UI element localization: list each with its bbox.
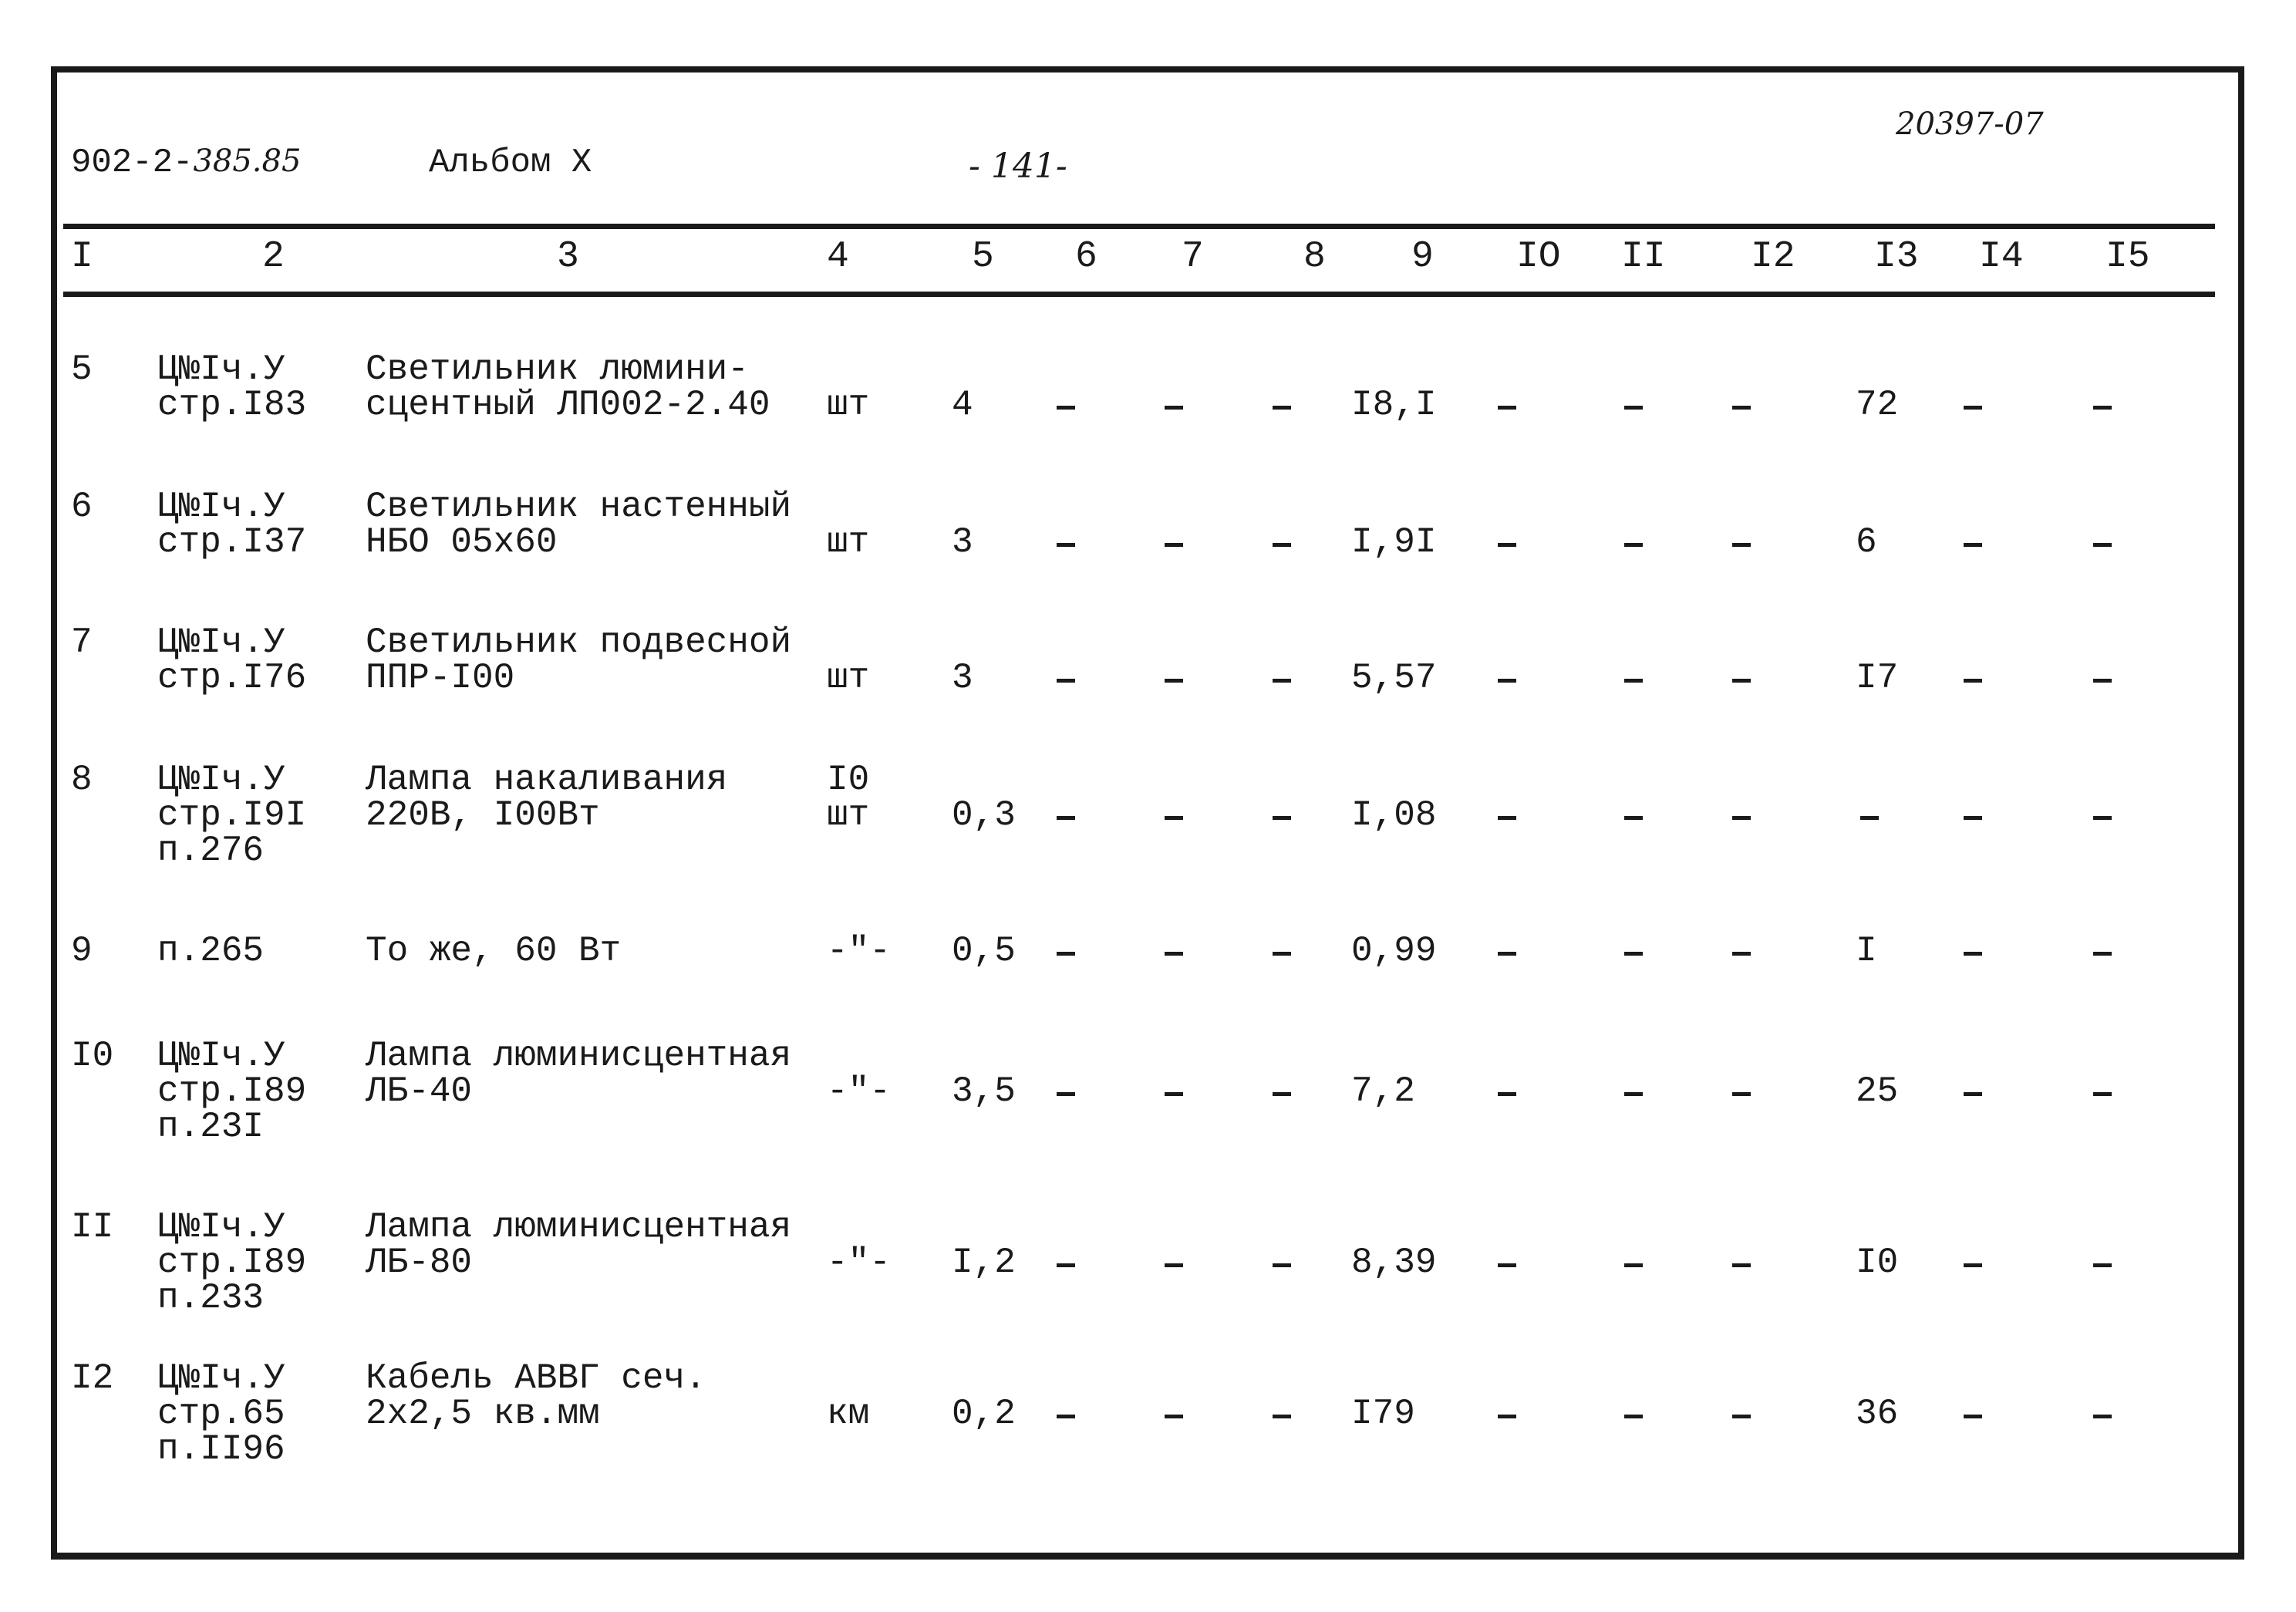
- reference-line: Ц№Iч.У: [157, 1207, 285, 1247]
- empty-value-dash: [1624, 1092, 1643, 1096]
- col13-value: I: [1856, 931, 1877, 971]
- quantity-value: 3: [952, 522, 973, 562]
- item-name-line: Кабель АВВГ сеч.: [366, 1358, 706, 1398]
- empty-value-dash: [1165, 816, 1183, 820]
- empty-value-dash: [1964, 816, 1982, 820]
- empty-value-dash: [1057, 1263, 1075, 1267]
- reference-line: п.23I: [157, 1107, 265, 1147]
- empty-value-dash: [1273, 1263, 1291, 1267]
- item-name-line: Лампа люминисцентная: [366, 1207, 792, 1247]
- item-name-line: ППР-I00: [366, 658, 515, 698]
- column-number: 3: [557, 236, 579, 278]
- empty-value-dash: [1732, 543, 1751, 547]
- col9-value: 8,39: [1351, 1243, 1437, 1283]
- empty-value-dash: [1165, 952, 1183, 956]
- empty-value-dash: [1273, 816, 1291, 820]
- column-number: I5: [2106, 236, 2150, 278]
- reference-line: п.265: [157, 931, 265, 971]
- empty-value-dash: [1732, 679, 1751, 683]
- column-number: 8: [1303, 236, 1326, 278]
- empty-value-dash: [2093, 952, 2112, 956]
- row-number: I0: [71, 1036, 114, 1076]
- empty-value-dash: [1273, 952, 1291, 956]
- empty-value-dash: [1964, 406, 1982, 410]
- empty-value-dash: [1732, 1092, 1751, 1096]
- header-rule-top: [63, 224, 2215, 229]
- reference-line: Ц№Iч.У: [157, 622, 285, 663]
- column-number: 7: [1182, 236, 1204, 278]
- empty-value-dash: [1624, 952, 1643, 956]
- empty-value-dash: [1964, 679, 1982, 683]
- empty-value-dash: [1498, 543, 1516, 547]
- column-number: 6: [1075, 236, 1097, 278]
- empty-value-dash: [1624, 816, 1643, 820]
- quantity-value: 3,5: [952, 1071, 1016, 1111]
- column-number: II: [1621, 236, 1666, 278]
- unit-line: шт: [827, 658, 870, 698]
- empty-value-dash: [1732, 1263, 1751, 1267]
- document-code-printed: 902-2-: [71, 143, 194, 182]
- col13-value: 36: [1856, 1394, 1899, 1434]
- reference-line: Ц№Iч.У: [157, 1036, 285, 1076]
- empty-value-dash: [2093, 1415, 2112, 1418]
- column-number: 4: [827, 236, 849, 278]
- quantity-value: 4: [952, 385, 973, 425]
- empty-value-dash: [1273, 543, 1291, 547]
- empty-value-dash: [1964, 543, 1982, 547]
- empty-value-dash: [1057, 952, 1075, 956]
- quantity-value: 0,3: [952, 795, 1016, 835]
- empty-value-dash: [1057, 816, 1075, 820]
- item-name-line: Лампа люминисцентная: [366, 1036, 792, 1076]
- row-number: 8: [71, 760, 93, 800]
- quantity-value: I,2: [952, 1243, 1016, 1283]
- empty-value-dash: [2093, 816, 2112, 820]
- reference-line: Ц№Iч.У: [157, 349, 285, 390]
- item-name-line: сцентный ЛП002-2.40: [366, 385, 770, 425]
- empty-value-dash: [1498, 406, 1516, 410]
- col13-value: 25: [1856, 1071, 1899, 1111]
- empty-value-dash: [2093, 679, 2112, 683]
- row-number: 6: [71, 487, 93, 527]
- empty-value-dash: [1732, 952, 1751, 956]
- column-number: I3: [1874, 236, 1919, 278]
- reference-line: стр.I89: [157, 1243, 307, 1283]
- empty-value-dash: [1498, 679, 1516, 683]
- empty-value-dash: [1165, 1092, 1183, 1096]
- col13-value: 6: [1856, 522, 1877, 562]
- reference-line: стр.I76: [157, 658, 307, 698]
- item-name-line: 220В, I00Вт: [366, 795, 600, 835]
- reference-line: п.233: [157, 1278, 265, 1318]
- column-number: IO: [1516, 236, 1561, 278]
- empty-value-dash: [1498, 1263, 1516, 1267]
- empty-value-dash: [1498, 952, 1516, 956]
- empty-value-dash: [2093, 1263, 2112, 1267]
- column-number: I: [71, 236, 93, 278]
- column-number: I4: [1979, 236, 2024, 278]
- unit-line: I0: [827, 760, 870, 800]
- row-number: 7: [71, 622, 93, 663]
- unit-line: шт: [827, 795, 870, 835]
- col9-value: 7,2: [1351, 1071, 1415, 1111]
- empty-value-dash: [1732, 816, 1751, 820]
- unit-line: -"-: [827, 1243, 891, 1283]
- row-number: 5: [71, 349, 93, 390]
- empty-value-dash: [1498, 816, 1516, 820]
- empty-value-dash: [1498, 1092, 1516, 1096]
- empty-value-dash: [1964, 1415, 1982, 1418]
- column-number: 5: [972, 236, 994, 278]
- empty-value-dash: [1498, 1415, 1516, 1418]
- column-number: 9: [1411, 236, 1434, 278]
- header-rule-bottom: [63, 292, 2215, 297]
- empty-value-dash: [2093, 543, 2112, 547]
- row-number: I2: [71, 1358, 114, 1398]
- reference-line: Ц№Iч.У: [157, 760, 285, 800]
- empty-value-dash: [2093, 406, 2112, 410]
- empty-value-dash: [1273, 406, 1291, 410]
- document-number: 20397-07: [1896, 106, 2044, 142]
- reference-line: стр.I9I: [157, 795, 307, 835]
- empty-value-dash: [1057, 679, 1075, 683]
- column-number: 2: [262, 236, 285, 278]
- empty-value-dash: [1165, 1263, 1183, 1267]
- reference-line: Ц№Iч.У: [157, 487, 285, 527]
- col9-value: I,9I: [1351, 522, 1437, 562]
- empty-value-dash: [1624, 1415, 1643, 1418]
- reference-line: п.276: [157, 831, 265, 871]
- quantity-value: 3: [952, 658, 973, 698]
- item-name-line: ЛБ-80: [366, 1243, 473, 1283]
- empty-value-dash: [1273, 1415, 1291, 1418]
- empty-value-dash: [1732, 406, 1751, 410]
- reference-line: стр.65: [157, 1394, 285, 1434]
- empty-value-dash: [1624, 679, 1643, 683]
- album-label: Альбом X: [429, 143, 592, 182]
- item-name-line: Лампа накаливания: [366, 760, 728, 800]
- row-number: 9: [71, 931, 93, 971]
- quantity-value: 0,2: [952, 1394, 1016, 1434]
- empty-value-dash: [1165, 406, 1183, 410]
- col13-value: 72: [1856, 385, 1899, 425]
- unit-line: км: [827, 1394, 870, 1434]
- reference-line: стр.I89: [157, 1071, 307, 1111]
- reference-line: стр.I83: [157, 385, 307, 425]
- empty-value-dash: [1165, 1415, 1183, 1418]
- empty-value-dash: [1964, 1092, 1982, 1096]
- empty-value-dash: [1057, 543, 1075, 547]
- empty-value-dash: [1624, 1263, 1643, 1267]
- col9-value: 5,57: [1351, 658, 1437, 698]
- col13-value: I0: [1856, 1243, 1899, 1283]
- unit-line: шт: [827, 522, 870, 562]
- col9-value: I,08: [1351, 795, 1437, 835]
- col9-value: I8,I: [1351, 385, 1437, 425]
- empty-value-dash: [1964, 952, 1982, 956]
- empty-value-dash: [1860, 816, 1879, 820]
- reference-line: стр.I37: [157, 522, 307, 562]
- empty-value-dash: [1165, 679, 1183, 683]
- empty-value-dash: [1964, 1263, 1982, 1267]
- empty-value-dash: [1624, 543, 1643, 547]
- empty-value-dash: [1165, 543, 1183, 547]
- item-name-line: То же, 60 Вт: [366, 931, 622, 971]
- empty-value-dash: [1732, 1415, 1751, 1418]
- item-name-line: 2х2,5 кв.мм: [366, 1394, 600, 1434]
- document-code-handwritten: 385.85: [193, 143, 302, 179]
- reference-line: п.II96: [157, 1429, 285, 1469]
- item-name-line: НБО 05х60: [366, 522, 558, 562]
- empty-value-dash: [2093, 1092, 2112, 1096]
- row-number: II: [71, 1207, 114, 1247]
- empty-value-dash: [1057, 1415, 1075, 1418]
- document-code: [71, 143, 301, 182]
- empty-value-dash: [1057, 1092, 1075, 1096]
- col9-value: I79: [1351, 1394, 1415, 1434]
- col9-value: 0,99: [1351, 931, 1437, 971]
- item-name-line: Светильник подвесной: [366, 622, 792, 663]
- item-name-line: ЛБ-40: [366, 1071, 473, 1111]
- unit-line: шт: [827, 385, 870, 425]
- column-number: I2: [1751, 236, 1795, 278]
- item-name-line: Светильник настенный: [366, 487, 792, 527]
- reference-line: Ц№Iч.У: [157, 1358, 285, 1398]
- empty-value-dash: [1273, 1092, 1291, 1096]
- empty-value-dash: [1624, 406, 1643, 410]
- item-name-line: Светильник люмини-: [366, 349, 749, 390]
- col13-value: I7: [1856, 658, 1899, 698]
- quantity-value: 0,5: [952, 931, 1016, 971]
- empty-value-dash: [1057, 406, 1075, 410]
- unit-line: -"-: [827, 1071, 891, 1111]
- page-number: - 141-: [969, 147, 1067, 186]
- empty-value-dash: [1273, 679, 1291, 683]
- unit-line: -"-: [827, 931, 891, 971]
